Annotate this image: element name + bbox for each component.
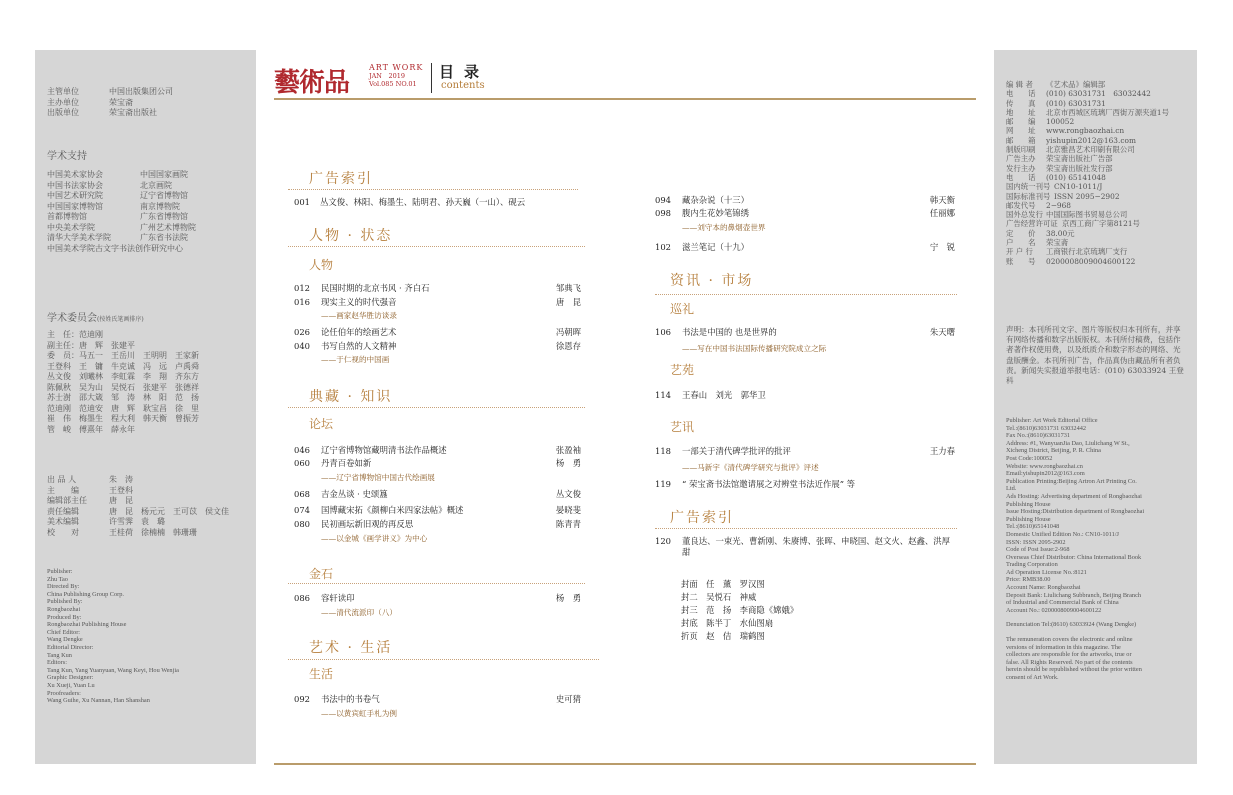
copyright-statement: 声明：本刊所刊文字、图片等版权归本刊所有，并享有网络传播和数字出版版权。本刊所付稿费，包括作者著作权使用费，以及纸质介和数字形态的网络、光盘版酬金。本刊所刊广告，作品真伪由藏品所有者负责。新闻失实报道举报电话：(010) 63033924 王登科 bbox=[1006, 325, 1184, 386]
toc-entry[interactable]: 026 论任伯年的绘画艺术 冯朝晖 bbox=[294, 327, 581, 337]
toc-title: 目录 bbox=[439, 63, 490, 81]
entry-subtitle: ——辽宁省博物馆中国古代绘画展 bbox=[321, 473, 435, 482]
staff-list: 出 品 人 朱 涛 主 编 王登科 编辑部主任 唐 昆 责任编辑 唐 昆 杨元元 王可苡 侯文佳 美术编辑 许雪霁 袁 璐 校 对 王桂荷 徐楠楠 韩珊珊 bbox=[47, 475, 229, 537]
subsection-forum: 论坛 bbox=[309, 417, 334, 431]
entry-subtitle: ——马新宇《清代碑学研究与批评》评述 bbox=[682, 463, 819, 472]
toc-entry[interactable]: 102 滋兰笔记（十九） 宁 锐 bbox=[655, 242, 955, 252]
section-market: 资讯 · 市场 bbox=[670, 273, 754, 289]
toc-entry[interactable]: 001 丛文俊、林阳、梅墨生、陆明君、孙天巍（一山）、砚云 bbox=[294, 197, 526, 207]
subsection-tour: 巡礼 bbox=[670, 302, 695, 316]
toc-entry[interactable]: 060 丹青百卷如新 杨 勇 bbox=[294, 458, 581, 468]
magazine-logo: 藝術品 bbox=[274, 68, 350, 98]
section-divider bbox=[655, 294, 957, 295]
issue-info: ART WORK JAN 2019 Vol.085 NO.01 bbox=[369, 63, 424, 88]
entry-subtitle: ——以黄宾虹手札为例 bbox=[321, 709, 397, 718]
cover-credit: 折页 赵 佶 瑞鹤图 bbox=[681, 631, 765, 641]
toc-entry[interactable]: 012 民国时期的北京书风 · 齐白石 邹典飞 bbox=[294, 283, 581, 293]
publisher-row: 出版单位 荣宝斋出版社 bbox=[47, 108, 157, 117]
subsection-life: 生活 bbox=[309, 667, 334, 681]
contact-info: 编 辑 者 《艺术品》编辑部 电 话 (010) 63031731 63032442 传 真 (010) 63031731 地 址 北京市西城区琉璃厂西街万源夹道1号 邮 编 100052 网 址 www.rongbaozhai.cn 邮 箱 yishupin2012@163.com 制版印刷 北京雅昌艺术印刷有限公司 广告主办 荣宝斋出版社广告部 发行主办 荣宝斋出版社发行部 电 话 (010) 65141048 国内统一刊号 CN10-1011/J 国际标准刊号 ISSN 2095−2902 邮发代号 2−968 国外总发行 中国国际图书贸易总公司 广告经营许可证 京西工商广字第8121号 定 价 38.00元 户 名 荣宝斋 开 户 行 工商银行北京琉璃厂支行 账 号 0200008009004600122 bbox=[1006, 80, 1169, 266]
english-info: Publisher: Art Work Editorial Office Tel.:(8610)63031731 63032442 Fax No.:(8610)63031731 Address: #1, WanyuanJia Dao, Liulichang W St., Xicheng District, Beijing, P. R. China Post Code:100052 Website: www.rongbaozhai.cn Email:yishupin2012@163.com Publication Printing:Beijing Artron Art Printing Co. Ltd. Ads Hosting: Advertising department of Rongbaozhai Publishing House Issue Hosting:Distribution department of Rongbaozhai Publishing House Tel.:(8610)65141048 Domestic Unified Edition No.: CN10-1011/J ISSN: ISSN 2095-2902 Code of Post Issue:2-968 Overseas Chief Distributor: China International Book Trading Corporation Ad Operation License No.:8121 Price: RMB38.00 Account Name: Rongbaozhai Deposit Bank: Liulichang Subbranch, Beijing Branch of Industrial and Commercial Bank of China Account No.: 0200008009004600122 Denunciation Tel:(8610) 63033924 (Wang Dengke) The remuneration covers the electronic and online versions of information in this magazine. The collectors are responsible for the artworks, true or false. All Rights Reserved. No part of the contents herein should be republished without the prior written consent of Art Work. bbox=[1006, 417, 1145, 681]
toc-entry[interactable]: 120 董良达、一束光、曹新刚、朱赓博、张晖、申晓国、赵文火、赵鑫、洪厚甜 bbox=[655, 536, 950, 557]
section-life: 艺术 · 生活 bbox=[309, 640, 393, 656]
toc-entry[interactable]: 016 现实主义的时代强音 唐 昆 bbox=[294, 297, 581, 307]
subsection-stone: 金石 bbox=[309, 567, 334, 581]
toc-entry[interactable]: 068 吉金丛谈 · 史颂簋 丛文俊 bbox=[294, 489, 581, 499]
subsection-people: 人物 bbox=[309, 258, 334, 272]
right-info-panel bbox=[994, 50, 1197, 764]
toc-entry[interactable]: 094 藏杂杂说（十三） 韩天衡 bbox=[655, 195, 955, 205]
section-ad-index-2: 广告索引 bbox=[670, 510, 734, 526]
subsection-review: 艺讯 bbox=[670, 420, 695, 434]
entry-subtitle: ——清代流派印（八） bbox=[321, 608, 397, 617]
toc-entry[interactable]: 092 书法中的书卷气 史可猜 bbox=[294, 694, 581, 704]
section-ad-index: 广告索引 bbox=[309, 171, 373, 187]
publisher-block bbox=[47, 87, 173, 119]
toc-entry[interactable]: 040 书写自然的人文精神 徐恩存 bbox=[294, 341, 581, 351]
toc-entry[interactable]: 114 王春山 刘光 郭华卫 bbox=[655, 390, 766, 400]
section-divider bbox=[288, 583, 585, 584]
section-divider bbox=[288, 407, 585, 408]
staff-english: Publisher: Zhu Tao Directed By: China Publishing Group Corp. Published By: Rongbaozhai Produced By: Rongbaozhai Publishing House Chief Editor: Wang Dengke Editorial Director: Tang Kun Editors: Tang Kun, Yang Yuanyuan, Wang Keyi, Hou Wenjia Graphic Designer: Xu Xueji, Yuan Lu Proofreaders: Wang Guihe, Xu Nannan, Han Shanshan bbox=[47, 568, 179, 705]
entry-subtitle: ——以金城《画学讲义》为中心 bbox=[321, 534, 428, 543]
academic-support-list: 中国美术家协会 中国国家画院 中国书法家协会 北京画院 中国艺术研究院 辽宁省博物馆 中国国家博物馆 南京博物院 首都博物馆 广东省博物馆 中央美术学院 广州艺术博物院 清华大学美术学院 广东省书法院 中国美术学院古文字书法创作研究中心 bbox=[47, 170, 196, 253]
cover-credit: 封三 范 扬 李商隐《嫦娥》 bbox=[681, 605, 799, 615]
toc-entry[interactable]: 118 一部关于清代碑学批评的批评 王力春 bbox=[655, 446, 955, 456]
section-divider bbox=[288, 246, 585, 247]
toc-entry[interactable]: 086 容轩读印 杨 勇 bbox=[294, 593, 581, 603]
toc-entry[interactable]: 098 腹内生花妙笔锦绣 任丽娜 bbox=[655, 208, 955, 218]
section-divider bbox=[288, 659, 599, 660]
entry-subtitle: ——于仁视的中国画 bbox=[321, 355, 390, 364]
subsection-garden: 艺苑 bbox=[670, 363, 695, 377]
cover-credits bbox=[681, 578, 798, 643]
toc-entry[interactable]: 074 国博藏宋拓《颜柳白米四家法帖》概述 晏晓斐 bbox=[294, 505, 581, 515]
entry-subtitle: ——画家赵华胜访谈录 bbox=[321, 311, 397, 320]
toc-entry[interactable]: 046 辽宁省博物馆藏明清书法作品概述 张盈袖 bbox=[294, 445, 581, 455]
toc-subtitle: contents bbox=[441, 80, 485, 91]
section-people: 人物 · 状态 bbox=[309, 228, 393, 244]
publisher-row: 主办单位 荣宝斋 bbox=[47, 97, 133, 107]
entry-subtitle: ——刘守本的鼻烟壶世界 bbox=[682, 223, 766, 232]
toc-entry[interactable]: 119 “ 荣宝斋书法馆邀请展之对辨堂书法近作展” 等 bbox=[655, 479, 856, 489]
section-divider bbox=[288, 189, 578, 190]
entry-subtitle: ——写在中国书法国际传播研究院成立之际 bbox=[682, 344, 827, 353]
cover-credit: 封面 任 薰 罗汉图 bbox=[681, 579, 765, 589]
section-divider bbox=[655, 528, 957, 529]
left-masthead-panel bbox=[35, 50, 256, 764]
committee-header: 学术委员会(按姓氏笔画排序) bbox=[47, 313, 144, 324]
cover-credit: 封底 陈半丁 水仙图扇 bbox=[681, 618, 774, 628]
committee-list: 主 任：范迪刚 副主任：唐 辉 张建平 委 员：马五一 王岳川 王明明 王家新 王登科 王 镛 牛克诚 冯 远 卢禹舜 丛文俊 刘曦林 李虹霖 李 翔 齐东方 陈佩秋 吴为山 吴悦石 张建平 张德祥 苏士澍 邵大箴 邹 涛 林 阳 范 扬 范迪刚 范迪安 唐 辉 耿宝昌 徐 里 崔 伟 梅墨生 程大利 韩天衡 曾振芳 管 峻 傅熹年 薛永年 bbox=[47, 330, 199, 434]
section-collection: 典藏 · 知识 bbox=[309, 389, 393, 405]
header-rule bbox=[274, 98, 976, 100]
toc-entry[interactable]: 106 书法是中国的 也是世界的 朱天曙 bbox=[655, 327, 955, 337]
academic-support-title: 学术支持 bbox=[47, 151, 87, 162]
toc-entry[interactable]: 080 民初画坛新旧观的再反思 陈青青 bbox=[294, 519, 581, 529]
footer-rule bbox=[274, 763, 976, 765]
header-divider bbox=[431, 63, 432, 93]
publisher-row: 主管单位 中国出版集团公司 bbox=[47, 87, 173, 96]
cover-credit: 封二 吴悦石 神威 bbox=[681, 592, 757, 602]
